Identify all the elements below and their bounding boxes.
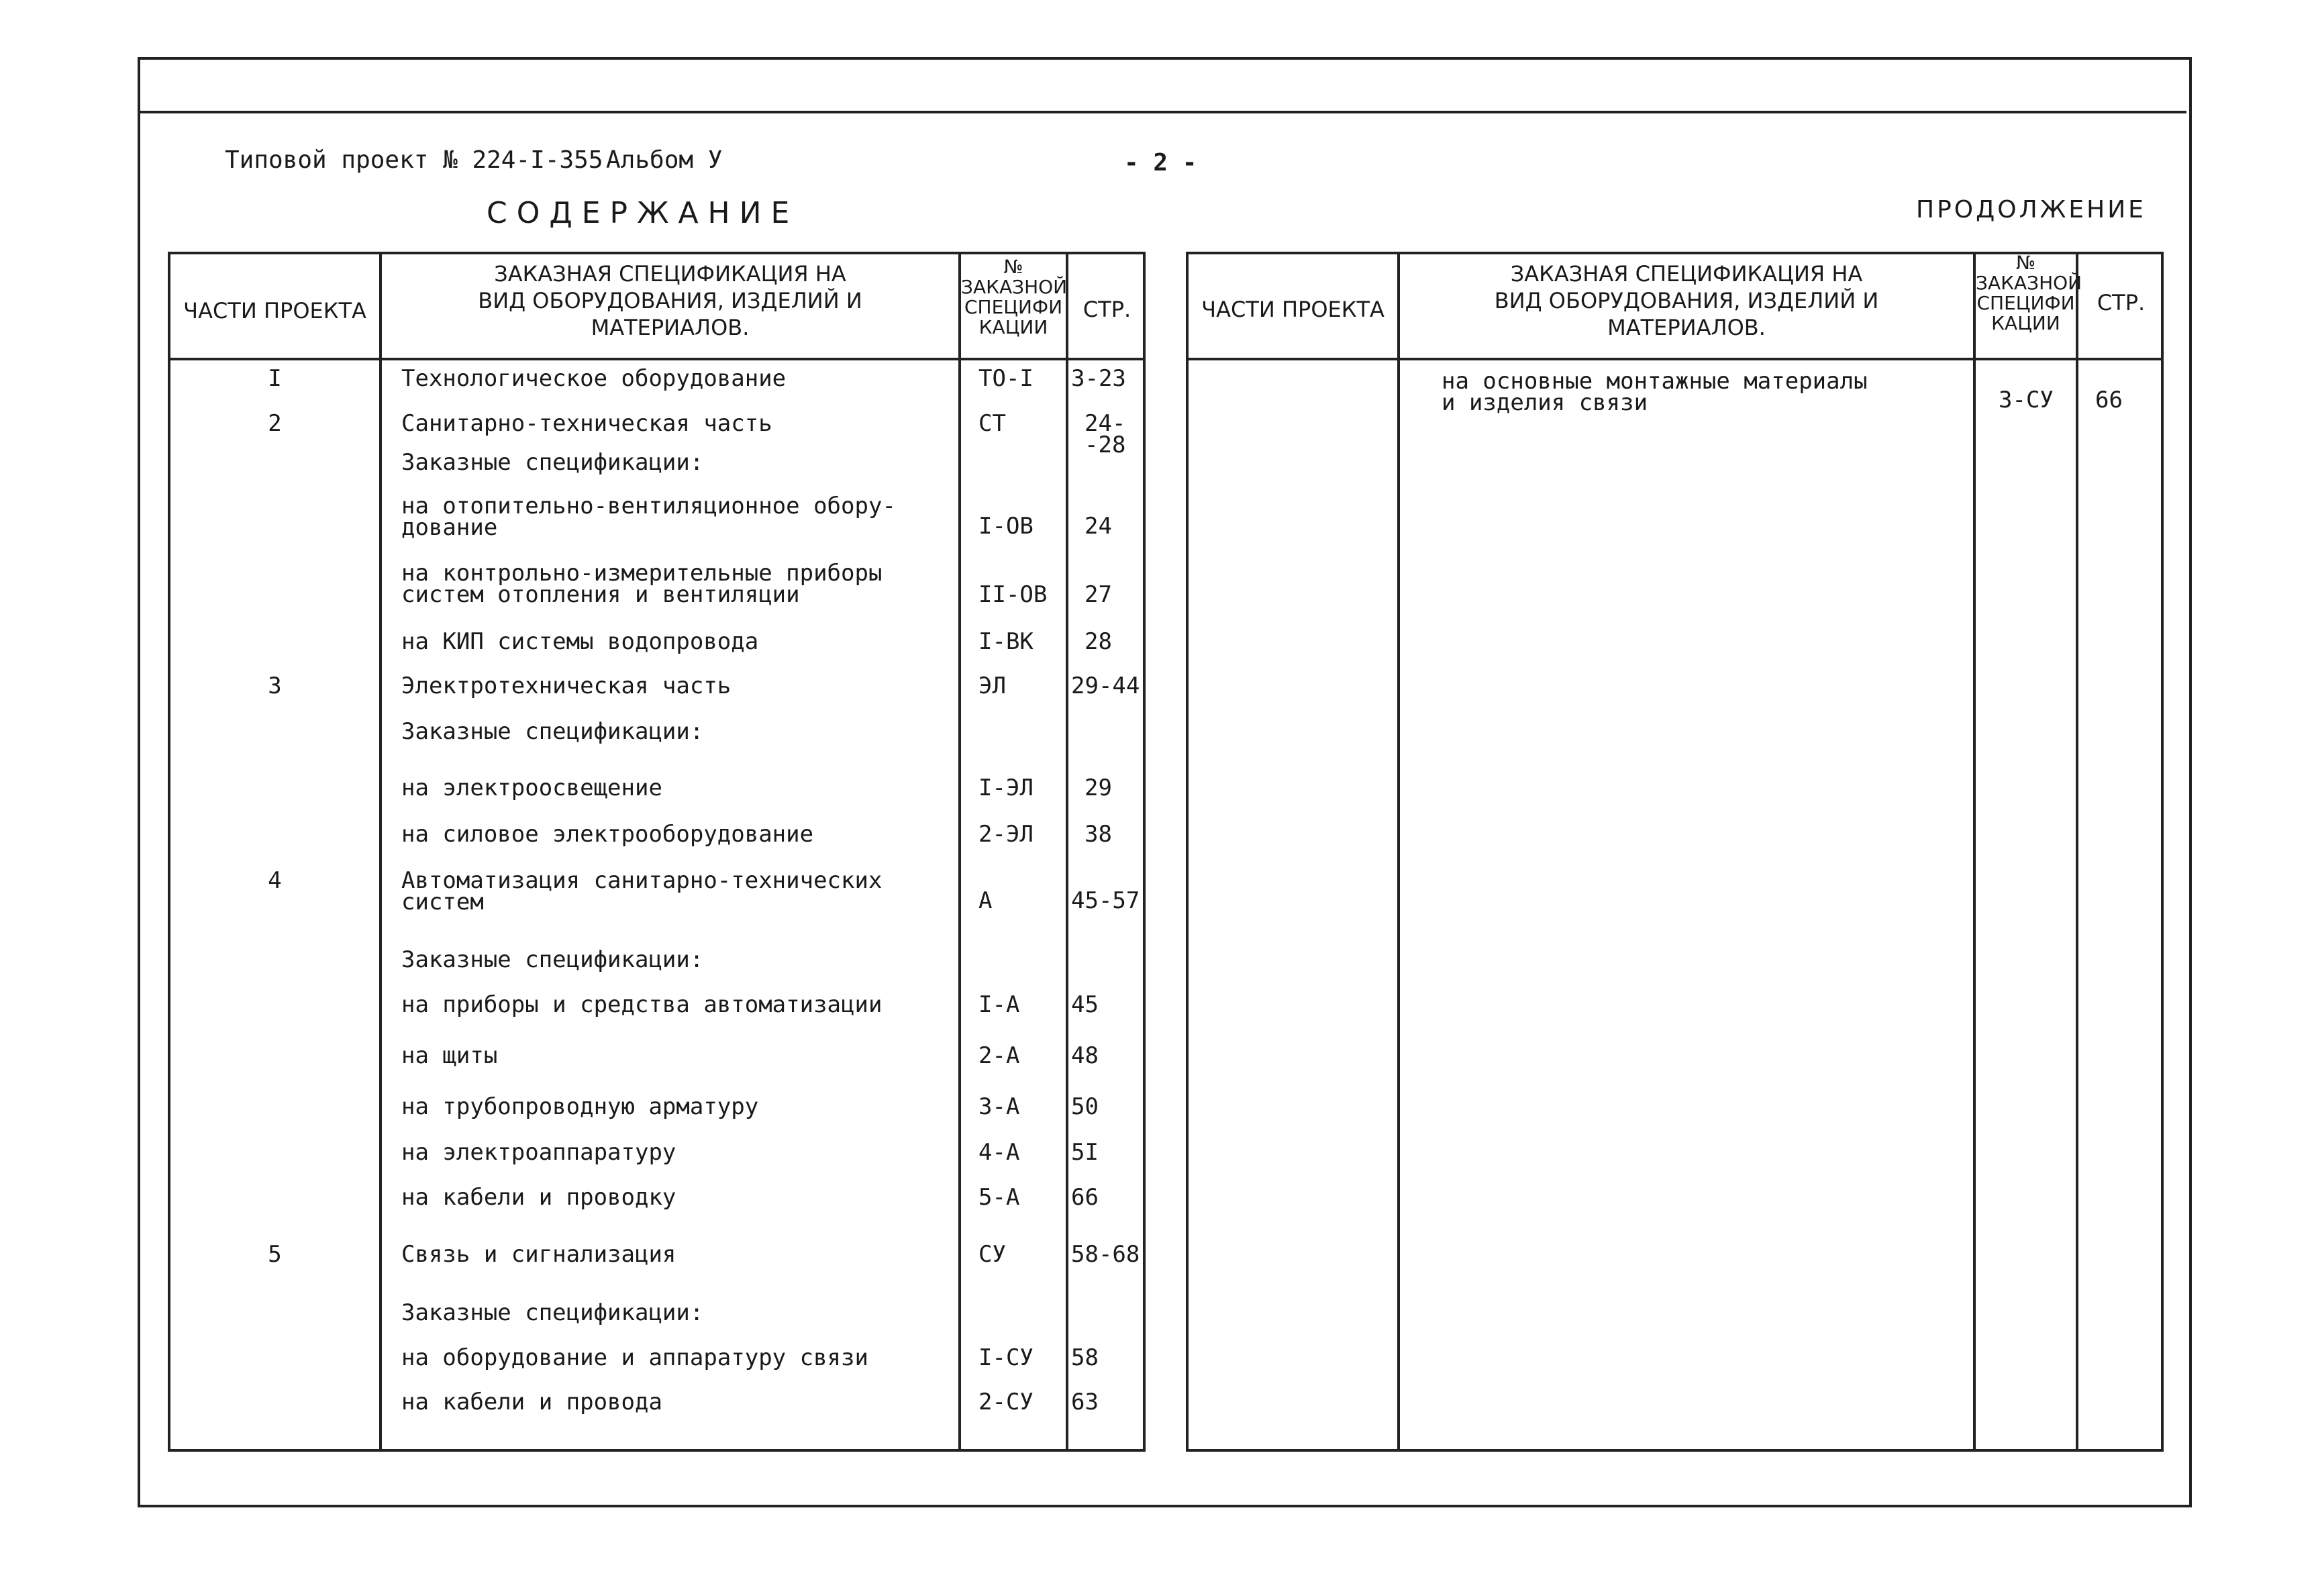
row-name: на контрольно-измерительные приборы систем отопления и вентиляции <box>401 560 883 608</box>
row-name: Автоматизация санитарно-технических систем <box>401 867 883 915</box>
table-row <box>0 718 1154 748</box>
table-row <box>0 1299 1154 1329</box>
table-row <box>0 991 1154 1021</box>
header-number-line-3: СПЕЦИФИ <box>964 296 1063 318</box>
table-row <box>0 628 1154 658</box>
header-spec-line-1: ЗАКАЗНАЯ СПЕЦИФИКАЦИЯ НА <box>1510 261 1863 287</box>
row-code: 4-А <box>978 1139 1020 1166</box>
header-parts-right: ЧАСТИ ПРОЕКТА <box>1201 297 1384 322</box>
row-code: 5-А <box>978 1184 1020 1211</box>
row-code: I-СУ <box>978 1344 1034 1371</box>
header-number-sign: № <box>2015 252 2036 274</box>
header-number-line-4: КАЦИИ <box>1991 312 2060 334</box>
row-code: СУ <box>978 1241 1006 1268</box>
table-row <box>0 495 1154 542</box>
row-page: 48 <box>1071 1042 1099 1069</box>
row-name: на КИП системы водопровода <box>401 628 759 655</box>
row-page: 63 <box>1071 1389 1099 1415</box>
header-number-line-2: ЗАКАЗНОЙ <box>961 276 1068 298</box>
table-row <box>0 1139 1154 1168</box>
row-page: 66 <box>2095 387 2123 413</box>
row-code: I-ЭЛ <box>978 775 1034 801</box>
table-row <box>0 562 1154 609</box>
row-name: на отопительно-вентиляционное обору- дование <box>401 493 896 541</box>
right-col-divider-3 <box>2076 252 2078 1452</box>
table-row <box>0 1241 1154 1270</box>
row-code: II-ОВ <box>978 581 1048 608</box>
row-code: I-ОВ <box>978 513 1034 540</box>
row-page: 24- -28 <box>1085 410 1126 458</box>
row-name: на основные монтажные материалы и изделия связи <box>1442 368 1868 416</box>
row-page: 38 <box>1085 821 1112 848</box>
row-code: А <box>978 887 993 914</box>
row-name: на приборы и средства автоматизации <box>401 991 883 1018</box>
row-code: СТ <box>978 410 1006 437</box>
right-col-divider-1 <box>1397 252 1400 1452</box>
table-row <box>0 1391 1154 1418</box>
row-code: I-А <box>978 991 1020 1018</box>
header-spec-number-right <box>1976 252 2082 334</box>
row-part: 2 <box>268 410 282 437</box>
header-spec-right <box>1400 260 1973 341</box>
row-code: 2-А <box>978 1042 1020 1069</box>
row-name: на щиты <box>401 1042 498 1069</box>
table-row <box>0 1093 1154 1123</box>
table-row <box>0 1344 1154 1374</box>
row-code: ЭЛ <box>978 672 1006 699</box>
row-name: Связь и сигнализация <box>401 1241 676 1268</box>
row-name: на силовое электрооборудование <box>401 821 814 848</box>
row-page: 28 <box>1085 628 1112 655</box>
right-header-rule <box>1186 358 2164 360</box>
row-name: на трубопроводную арматуру <box>401 1093 759 1120</box>
row-name: Заказные спецификации: <box>401 449 704 476</box>
row-part: 3 <box>268 672 282 699</box>
table-row <box>0 821 1154 850</box>
table-row <box>0 946 1154 976</box>
row-page: 66 <box>1071 1184 1099 1211</box>
header-parts: ЧАСТИ ПРОЕКТА <box>183 298 366 323</box>
row-code: 2-ЭЛ <box>978 821 1034 848</box>
row-page: 58-68 <box>1071 1241 1140 1268</box>
row-part: 4 <box>268 867 282 894</box>
table-row <box>0 1184 1154 1213</box>
row-code: 3-А <box>978 1093 1020 1120</box>
row-code: I-ВК <box>978 628 1034 655</box>
row-code: 3-СУ <box>1999 387 2054 413</box>
row-page: 27 <box>1085 581 1112 608</box>
row-page: 29 <box>1085 775 1112 801</box>
row-page: 5I <box>1071 1139 1099 1166</box>
row-page: 45 <box>1071 991 1099 1018</box>
row-name: Заказные спецификации: <box>401 946 704 973</box>
header-number-sign: № <box>1003 256 1023 278</box>
continuation-label: ПРОДОЛЖЕНИЕ <box>1916 196 2146 223</box>
row-part: 5 <box>268 1241 282 1268</box>
header-page: СТР. <box>1082 297 1131 322</box>
header-spec-line-3: МАТЕРИАЛОВ. <box>591 315 750 340</box>
row-page: 29-44 <box>1071 672 1140 699</box>
row-name: Электротехническая часть <box>401 672 732 699</box>
project-label: Типовой проект № 224-I-355 <box>225 146 603 174</box>
header-spec-number <box>961 257 1066 338</box>
table-row <box>0 1042 1154 1072</box>
row-name: на электроаппаратуру <box>401 1139 676 1166</box>
row-name: Заказные спецификации: <box>401 718 704 745</box>
row-code: 2-СУ <box>978 1389 1034 1415</box>
document-title: СОДЕРЖАНИЕ <box>487 196 799 230</box>
row-code: ТО-I <box>978 365 1034 392</box>
right-col-divider-2 <box>1973 252 1976 1452</box>
table-row <box>0 365 2174 417</box>
header-spec-line-1: ЗАКАЗНАЯ СПЕЦИФИКАЦИЯ НА <box>494 261 846 287</box>
row-page: 50 <box>1071 1093 1099 1120</box>
left-header-rule <box>168 358 1146 360</box>
row-name: на кабели и провода <box>401 1389 662 1415</box>
row-name: на оборудование и аппаратуру связи <box>401 1344 868 1371</box>
page-number: - 2 - <box>1124 149 1197 177</box>
row-name: Технологическое оборудование <box>401 365 787 392</box>
header-spec <box>382 260 958 341</box>
row-name: Санитарно-техническая часть <box>401 410 772 437</box>
table-row <box>0 867 1154 917</box>
album-label: Альбом У <box>606 146 723 174</box>
header-spec-line-2: ВИД ОБОРУДОВАНИЯ, ИЗДЕЛИЙ И <box>1494 288 1879 313</box>
row-page: 58 <box>1071 1344 1099 1371</box>
row-page: 3-23 <box>1071 365 1126 392</box>
row-page: 45-57 <box>1071 887 1140 914</box>
table-row <box>0 449 1154 479</box>
row-part: I <box>268 365 282 392</box>
row-page: 24 <box>1085 513 1112 540</box>
table-row <box>0 672 1154 702</box>
frame-top-strip-line <box>140 111 2186 113</box>
header-spec-line-3: МАТЕРИАЛОВ. <box>1607 315 1766 340</box>
row-name: на кабели и проводку <box>401 1184 676 1211</box>
header-page-right: СТР. <box>2097 290 2146 315</box>
row-name: Заказные спецификации: <box>401 1299 704 1326</box>
row-name: на электроосвещение <box>401 775 662 801</box>
header-number-line-2: ЗАКАЗНОЙ <box>1976 272 2082 294</box>
header-number-line-3: СПЕЦИФИ <box>1976 292 2075 314</box>
contents-table-right <box>1186 252 2164 1452</box>
table-row <box>0 777 1154 804</box>
header-spec-line-2: ВИД ОБОРУДОВАНИЯ, ИЗДЕЛИЙ И <box>478 288 862 313</box>
header-number-line-4: КАЦИИ <box>978 316 1048 338</box>
